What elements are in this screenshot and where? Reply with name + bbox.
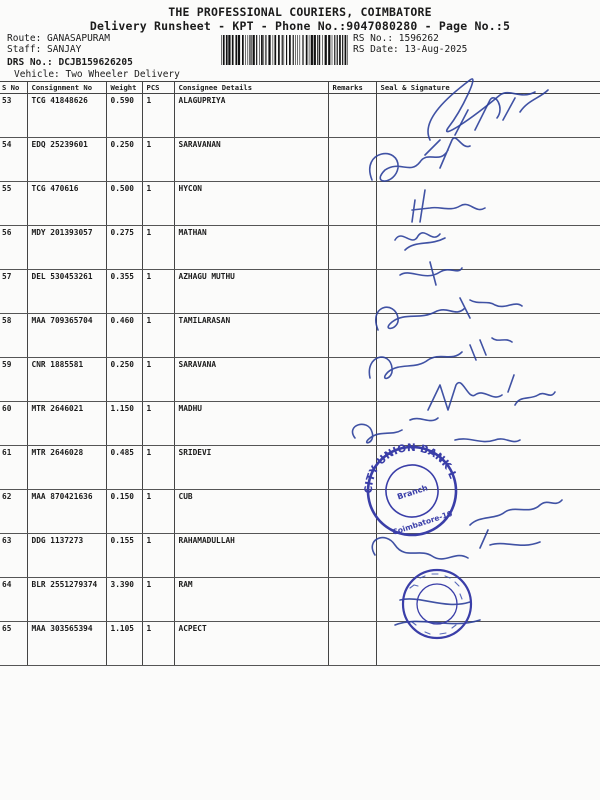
barcode-bar	[282, 35, 283, 65]
barcode-bar	[223, 35, 225, 65]
table-row	[0, 270, 600, 314]
row-consignee: CUB	[174, 490, 328, 534]
row-seal-signature	[376, 622, 600, 666]
barcode-bar	[249, 35, 250, 65]
seal-center-text: Branch	[396, 483, 429, 502]
barcode-bar	[314, 35, 316, 65]
row-consignment: DEL 530453261	[27, 270, 106, 314]
row-seal-signature	[376, 446, 600, 490]
col-header-sno: S No	[0, 82, 27, 94]
row-consignee: ALAGUPRIYA	[174, 94, 328, 138]
row-consignee: SARAVANA	[174, 358, 328, 402]
row-consignment: TCG 41848626	[27, 94, 106, 138]
row-weight: 0.250	[106, 358, 142, 402]
row-remarks	[328, 446, 376, 490]
row-sno: 56	[0, 226, 27, 270]
row-sno: 54	[0, 138, 27, 182]
row-sno: 58	[0, 314, 27, 358]
barcode	[221, 35, 349, 65]
row-consignee: MATHAN	[174, 226, 328, 270]
barcode-bar	[311, 35, 313, 65]
col-header-remarks: Remarks	[328, 82, 376, 94]
table-row	[0, 578, 600, 622]
barcode-bar	[235, 35, 237, 65]
row-seal-signature	[376, 270, 600, 314]
row-pcs: 1	[142, 578, 174, 622]
seal-bottom-text: Coimbatore-10	[391, 508, 454, 537]
route-label: Route: GANASAPURAM	[7, 33, 110, 44]
row-consignment: BLR 2551279374	[27, 578, 106, 622]
row-pcs: 1	[142, 226, 174, 270]
row-pcs: 1	[142, 402, 174, 446]
table-row	[0, 182, 600, 226]
barcode-bar	[265, 35, 266, 65]
row-weight: 0.150	[106, 490, 142, 534]
table-row	[0, 402, 600, 446]
barcode-bar	[322, 35, 323, 65]
row-seal-signature	[376, 314, 600, 358]
barcode-bar	[284, 35, 285, 65]
row-remarks	[328, 138, 376, 182]
row-remarks	[328, 314, 376, 358]
table-row	[0, 534, 600, 578]
row-seal-signature	[376, 534, 600, 578]
row-sno: 59	[0, 358, 27, 402]
barcode-bar	[261, 35, 263, 65]
runsheet-subtitle: Delivery Runsheet - KPT - Phone No.:9047080280 - Page No.:5	[89, 19, 511, 33]
row-pcs: 1	[142, 138, 174, 182]
row-consignee: SARAVANAN	[174, 138, 328, 182]
row-weight: 3.390	[106, 578, 142, 622]
row-sno: 63	[0, 534, 27, 578]
row-seal-signature	[376, 578, 600, 622]
row-pcs: 1	[142, 314, 174, 358]
barcode-bar	[328, 35, 330, 65]
row-consignee: AZHAGU MUTHU	[174, 270, 328, 314]
row-weight: 1.150	[106, 402, 142, 446]
col-header-weight: Weight	[106, 82, 142, 94]
barcode-bar	[332, 35, 333, 65]
row-sno: 62	[0, 490, 27, 534]
row-remarks	[328, 578, 376, 622]
staff-label: Staff: SANJAY	[7, 44, 82, 55]
row-sno: 55	[0, 182, 27, 226]
row-consignment: CNR 1885581	[27, 358, 106, 402]
row-consignment: MAA 870421636	[27, 490, 106, 534]
barcode-bar	[226, 35, 228, 65]
barcode-bar	[345, 35, 347, 65]
barcode-bar	[286, 35, 287, 65]
barcode-bar	[278, 35, 280, 65]
row-pcs: 1	[142, 622, 174, 666]
row-weight: 0.275	[106, 226, 142, 270]
row-consignee: SRIDEVI	[174, 446, 328, 490]
company-title: THE PROFESSIONAL COURIERS, COIMBATORE	[168, 5, 432, 19]
row-seal-signature	[376, 226, 600, 270]
row-consignee: RAHAMADULLAH	[174, 534, 328, 578]
barcode-bar	[303, 35, 304, 65]
row-sno: 60	[0, 402, 27, 446]
row-consignment: MTR 2646021	[27, 402, 106, 446]
row-seal-signature	[376, 490, 600, 534]
row-remarks	[328, 622, 376, 666]
row-sno: 53	[0, 94, 27, 138]
row-consignee: ACPECT	[174, 622, 328, 666]
barcode-bar	[221, 35, 222, 65]
row-remarks	[328, 94, 376, 138]
barcode-bar	[274, 35, 276, 65]
row-consignee: MADHU	[174, 402, 328, 446]
row-consignment: MAA 303565394	[27, 622, 106, 666]
row-seal-signature	[376, 94, 600, 138]
barcode-bar	[232, 35, 234, 65]
row-consignment: EDQ 25239601	[27, 138, 106, 182]
row-remarks	[328, 534, 376, 578]
barcode-bar	[334, 35, 335, 65]
barcode-bar	[268, 35, 270, 65]
row-weight: 0.485	[106, 446, 142, 490]
row-pcs: 1	[142, 94, 174, 138]
barcode-bar	[293, 35, 294, 65]
barcode-bar	[306, 35, 308, 65]
col-header-seal: Seal & Signature	[376, 82, 600, 94]
row-consignment: TCG 470616	[27, 182, 106, 226]
barcode-bar	[337, 35, 338, 65]
col-header-consignee: Consignee Details	[174, 82, 328, 94]
row-weight: 0.500	[106, 182, 142, 226]
table-row	[0, 446, 600, 490]
row-pcs: 1	[142, 358, 174, 402]
row-pcs: 1	[142, 446, 174, 490]
row-sno: 65	[0, 622, 27, 666]
barcode-bar	[339, 35, 341, 65]
barcode-bar	[309, 35, 310, 65]
row-weight: 0.155	[106, 534, 142, 578]
row-consignment: MTR 2646028	[27, 446, 106, 490]
barcode-bar	[256, 35, 257, 65]
barcode-bar	[253, 35, 255, 65]
barcode-bar	[342, 35, 343, 65]
row-weight: 0.250	[106, 138, 142, 182]
row-consignee: TAMILARASAN	[174, 314, 328, 358]
barcode-bar	[302, 35, 303, 65]
row-remarks	[328, 226, 376, 270]
row-sno: 64	[0, 578, 27, 622]
row-consignment: DDG 1137273	[27, 534, 106, 578]
delivery-table	[0, 81, 600, 666]
barcode-bar	[347, 35, 348, 65]
row-remarks	[328, 402, 376, 446]
rs-number: RS No.: 1596262	[353, 33, 439, 44]
row-seal-signature	[376, 358, 600, 402]
barcode-bar	[263, 35, 264, 65]
rs-date: RS Date: 13-Aug-2025	[353, 44, 468, 55]
barcode-bar	[228, 35, 230, 65]
table-row	[0, 226, 600, 270]
barcode-bar	[242, 35, 244, 65]
row-weight: 0.355	[106, 270, 142, 314]
row-remarks	[328, 490, 376, 534]
row-consignment: MAA 709365704	[27, 314, 106, 358]
table-row	[0, 138, 600, 182]
table-row	[0, 358, 600, 402]
row-pcs: 1	[142, 270, 174, 314]
barcode-bar	[245, 35, 246, 65]
table-row	[0, 94, 600, 138]
barcode-bar	[317, 35, 318, 65]
row-sno: 61	[0, 446, 27, 490]
barcode-bar	[238, 35, 240, 65]
barcode-bar	[289, 35, 291, 65]
barcode-bar	[297, 35, 298, 65]
seal-ring-text: CITY UNION BANK LTD	[362, 441, 459, 494]
row-pcs: 1	[142, 490, 174, 534]
row-weight: 0.460	[106, 314, 142, 358]
row-seal-signature	[376, 182, 600, 226]
table-row	[0, 314, 600, 358]
barcode-bar	[251, 35, 252, 65]
row-remarks	[328, 270, 376, 314]
table-row	[0, 490, 600, 534]
row-remarks	[328, 358, 376, 402]
row-pcs: 1	[142, 534, 174, 578]
row-consignment: MDY 201393057	[27, 226, 106, 270]
row-remarks	[328, 182, 376, 226]
barcode-bar	[300, 35, 301, 65]
col-header-pcs: PCS	[142, 82, 174, 94]
row-consignee: HYCON	[174, 182, 328, 226]
barcode-bar	[273, 35, 274, 65]
table-row	[0, 622, 600, 666]
row-consignee: RAM	[174, 578, 328, 622]
table-header-row	[0, 82, 600, 94]
row-weight: 0.590	[106, 94, 142, 138]
row-seal-signature	[376, 138, 600, 182]
vehicle-label: Vehicle: Two Wheeler Delivery	[14, 69, 180, 80]
barcode-bar	[325, 35, 327, 65]
drs-number: DRS No.: DCJB159626205	[7, 57, 133, 68]
barcode-bar	[319, 35, 320, 65]
barcode-bar	[259, 35, 260, 65]
row-pcs: 1	[142, 182, 174, 226]
row-seal-signature	[376, 402, 600, 446]
barcode-bar	[248, 35, 249, 65]
row-weight: 1.105	[106, 622, 142, 666]
row-sno: 57	[0, 270, 27, 314]
col-header-consignment: Consignment No	[27, 82, 106, 94]
barcode-bar	[295, 35, 296, 65]
